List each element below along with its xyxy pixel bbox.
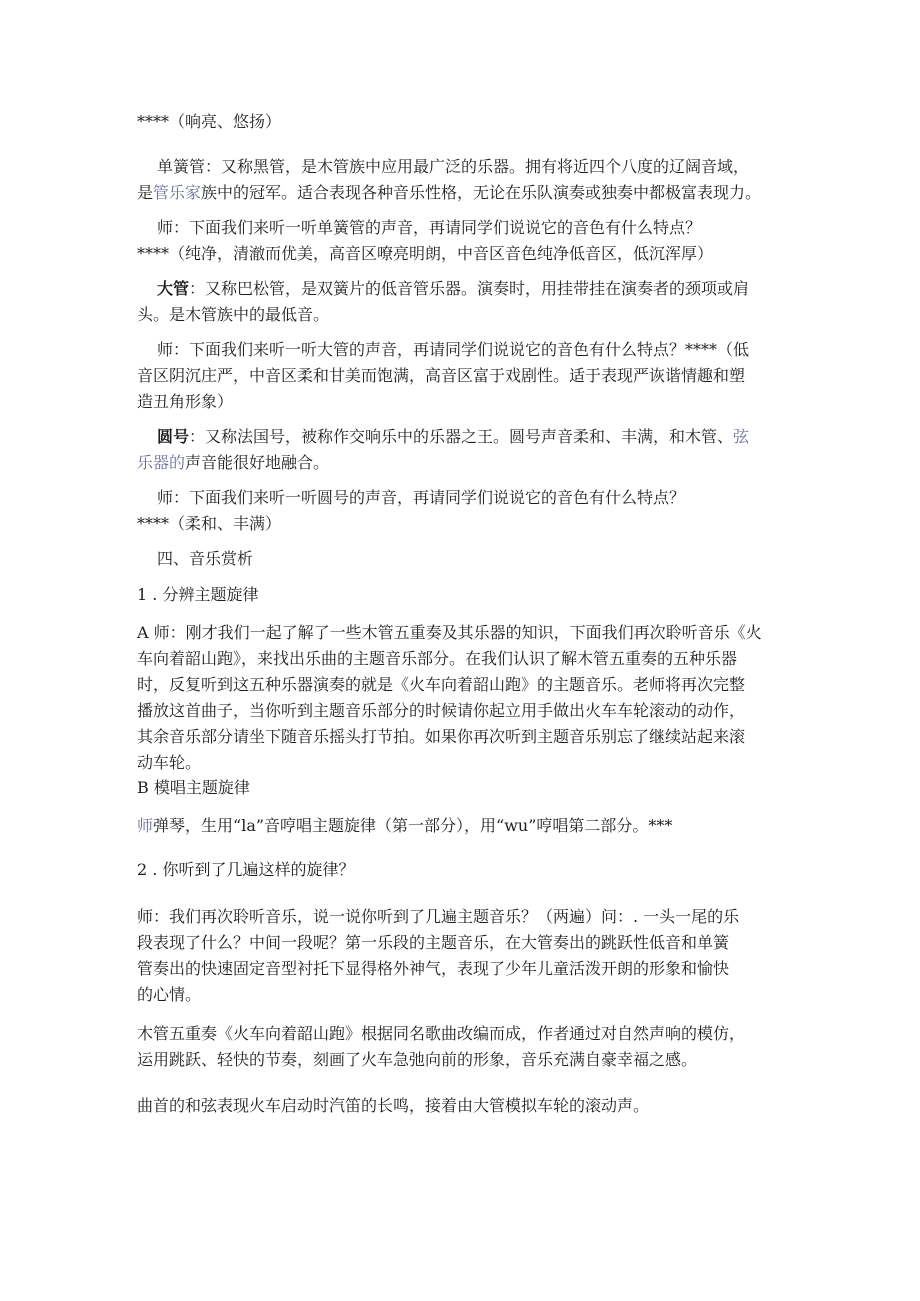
quintet-line-1: 木管五重奏《火车向着韶山跑》根据同名歌曲改编而成，作者通过对自然声响的模仿， xyxy=(137,1024,746,1043)
horn-term: 圆号 xyxy=(157,427,190,446)
part-a-line-2: 车向着韶山跑》，来找出乐曲的主题音乐部分。在我们认识了解木管五重奏的五种乐器 xyxy=(137,649,738,668)
bassoon-line-2: 头。是木管族中的最低音。 xyxy=(137,305,330,324)
part-b-title: B 模唱主题旋律 xyxy=(137,778,250,797)
part-b-heading xyxy=(137,775,797,801)
opening-paragraph xyxy=(137,1093,797,1119)
clarinet-question-line-2: ****（纯净，清澈而优美，高音区嘹亮明朗，中音区音色纯净低音区，低沉浑厚） xyxy=(137,244,714,263)
part-a-line-5: 其余音乐部分请坐下随音乐摇头打节拍。如果你再次听到主题音乐别忘了继续站起来滚 xyxy=(137,727,746,746)
item-1-heading xyxy=(137,582,797,608)
horn-line-2 xyxy=(137,450,797,476)
horn-paragraph xyxy=(137,424,797,476)
quintet-line-2: 运用跳跃、轻快的节奏，刻画了火车急弛向前的形象，音乐充满自豪幸福之感。 xyxy=(137,1050,698,1069)
horn-question-line-1: 师：下面我们来听一听圆号的声音，再请同学们说说它的音色有什么特点？ xyxy=(157,488,686,507)
quintet-paragraph xyxy=(137,1021,797,1073)
bassoon-desc-1: ：又称巴松管，是双簧片的低音管乐器。演奏时，用挂带挂在演奏者的颈项或肩 xyxy=(189,279,750,298)
listen-again-line-3: 管奏出的快速固定音型衬托下显得格外神气，表现了少年儿童活泼开朗的形象和愉快 xyxy=(137,959,730,978)
string-instrument-link-a[interactable]: 弦 xyxy=(733,427,750,446)
section-4-title: 四、音乐赏析 xyxy=(157,549,254,568)
wind-music-link[interactable]: 管乐家 xyxy=(153,183,202,202)
horn-question-line-2: ****（柔和、丰满） xyxy=(137,514,282,533)
teacher-link[interactable]: 师 xyxy=(137,816,154,835)
clarinet-term: 单簧管 xyxy=(157,157,206,176)
item-1-title: 1 . 分辨主题旋律 xyxy=(137,585,259,604)
clarinet-question xyxy=(137,215,797,267)
bassoon-question-line-1: 师：下面我们来听一听大管的声音，再请同学们说说它的音色有什么特点？****（低 xyxy=(157,340,750,359)
clarinet-desc-1: ：又称黑管，是木管族中应用最广泛的乐器。拥有将近四个八度的辽阔音域， xyxy=(205,157,750,176)
part-a-line-4: 播放这首曲子，当你听到主题音乐部分的时候请你起立用手做出火车车轮滚动的动作， xyxy=(137,701,746,720)
item-2-heading xyxy=(137,857,797,883)
horn-question xyxy=(137,485,797,537)
clarinet-paragraph xyxy=(137,154,797,206)
string-instrument-link-b[interactable]: 乐器的 xyxy=(137,453,186,472)
listen-again-line-4: 的心情。 xyxy=(137,985,202,1004)
bassoon-term: 大管 xyxy=(157,279,190,298)
bassoon-line-1 xyxy=(137,276,797,302)
bassoon-question-line-3: 造丑角形象） xyxy=(137,392,234,411)
horn-desc-2: 声音能很好地融合。 xyxy=(185,453,330,472)
teacher-piano-text: 弹琴，生用“la”音哼唱主题旋律（第一部分），用“wu”哼唱第二部分。*** xyxy=(153,816,673,835)
part-a-line-6: 动车轮。 xyxy=(137,753,202,772)
teacher-piano-paragraph xyxy=(137,813,797,839)
part-a-paragraph xyxy=(137,620,797,776)
opening-line: 曲首的和弦表现火车启动时汽笛的长鸣，接着由大管模拟车轮的滚动声。 xyxy=(137,1096,650,1115)
part-a-line-3: 时，反复听到这五种乐器演奏的就是《火车向着韶山跑》的主题音乐。老师将再次完整 xyxy=(137,675,746,694)
clarinet-desc-2-pre: 是 xyxy=(137,183,154,202)
oboe-answer xyxy=(137,109,797,135)
horn-desc-1: ：又称法国号，被称作交响乐中的乐器之王。圆号声音柔和、丰满，和木管、 xyxy=(189,427,734,446)
bassoon-paragraph xyxy=(137,276,797,328)
clarinet-question-line-1: 师：下面我们来听一听单簧管的声音，再请同学们说说它的音色有什么特点？ xyxy=(157,218,702,237)
clarinet-line-2 xyxy=(137,180,797,206)
part-a-line-1: A 师：刚才我们一起了解了一些木管五重奏及其乐器的知识，下面我们再次聆听音乐《火 xyxy=(137,623,762,642)
clarinet-desc-2-post: 族中的冠军。适合表现各种音乐性格，无论在乐队演奏或独奏中都极富表现力。 xyxy=(201,183,762,202)
bassoon-question xyxy=(137,337,797,415)
bassoon-question-line-2: 音区阴沉庄严，中音区柔和甘美而饱满，高音区富于戏剧性。适于表现严诙谐情趣和塑 xyxy=(137,366,746,385)
section-4-heading xyxy=(137,546,797,572)
oboe-answer-text: ****（响亮、悠扬） xyxy=(137,112,282,131)
listen-again-line-1: 师：我们再次聆听音乐，说一说你听到了几遍主题音乐？（两遍）问：. 一头一尾的乐 xyxy=(137,907,740,926)
clarinet-line-1 xyxy=(137,154,797,180)
item-2-title: 2 . 你听到了几遍这样的旋律？ xyxy=(137,860,355,879)
listen-again-line-2: 段表现了什么？中间一段呢？第一乐段的主题音乐，在大管奏出的跳跃性低音和单簧 xyxy=(137,933,730,952)
teacher-piano-line xyxy=(137,813,797,839)
listen-again-paragraph xyxy=(137,904,797,1008)
horn-line-1 xyxy=(137,424,797,450)
